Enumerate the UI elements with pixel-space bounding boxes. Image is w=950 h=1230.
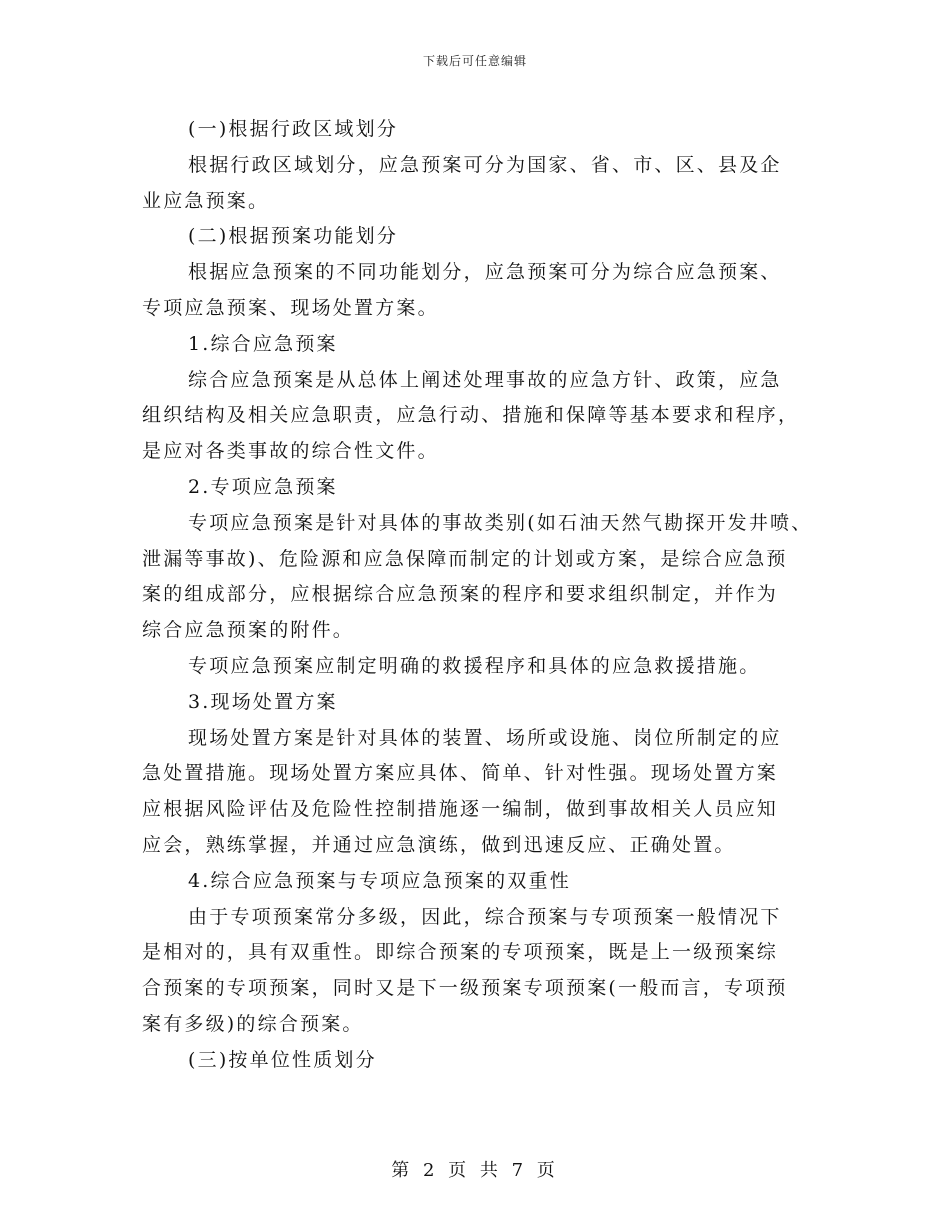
text-line: 现场处置方案是针对具体的装置、场所或设施、岗位所制定的应 (188, 726, 782, 749)
text-line: 案的组成部分，应根据综合应急预案的程序和要求组织制定，并作为 (142, 583, 779, 606)
text-line: 综合应急预案的附件。 (142, 619, 355, 642)
text-line: 急处置措施。现场处置方案应具体、简单、针对性强。现场处置方案 (142, 762, 779, 785)
text-line: (二)根据预案功能划分 (188, 225, 399, 248)
text-line: 4.综合应急预案与专项应急预案的双重性 (188, 869, 571, 892)
document-body (142, 112, 832, 1079)
text-line: 组织结构及相关应急职责，应急行动、措施和保障等基本要求和程序， (142, 404, 800, 427)
text-line: 由于专项预案常分多级，因此，综合预案与专项预案一般情况下 (188, 905, 782, 928)
text-line: 是应对各类事故的综合性文件。 (142, 440, 439, 463)
text-line: 是相对的，具有双重性。即综合预案的专项预案，既是上一级预案综 (142, 941, 779, 964)
text-line: 业应急预案。 (142, 189, 270, 212)
page-footer: 第 2 页 共 7 页 (391, 1160, 559, 1181)
text-line: 根据行政区域划分，应急预案可分为国家、省、市、区、县及企 (188, 153, 782, 176)
text-line: 合预案的专项预案，同时又是下一级预案专项预案(一般而言，专项预 (142, 977, 788, 1000)
text-line: (三)按单位性质划分 (188, 1048, 377, 1071)
text-line: 2.专项应急预案 (188, 475, 338, 498)
text-line: 泄漏等事故)、危险源和应急保障而制定的计划或方案，是综合应急预 (142, 547, 788, 570)
text-line: 3.现场处置方案 (188, 690, 338, 713)
text-line: 根据应急预案的不同功能划分，应急预案可分为综合应急预案、 (188, 261, 782, 284)
text-line: (一)根据行政区域划分 (188, 118, 399, 140)
page-header: 下载后可任意编辑 (422, 54, 527, 68)
text-line: 1.综合应急预案 (188, 332, 338, 355)
text-line: 专项应急预案、现场处置方案。 (142, 296, 439, 319)
text-line: 专项应急预案应制定明确的救援程序和具体的应急救援措施。 (188, 654, 761, 677)
text-line: 应会，熟练掌握，并通过应急演练，做到迅速反应、正确处置。 (142, 833, 736, 856)
text-line: 专项应急预案是针对具体的事故类别(如石油天然气勘探开发井喷、 (188, 511, 813, 534)
text-line: 综合应急预案是从总体上阐述处理事故的应急方针、政策，应急 (188, 368, 782, 391)
text-line: 案有多级)的综合预案。 (142, 1012, 364, 1035)
text-line: 应根据风险评估及危险性控制措施逐一编制，做到事故相关人员应知 (142, 798, 779, 821)
